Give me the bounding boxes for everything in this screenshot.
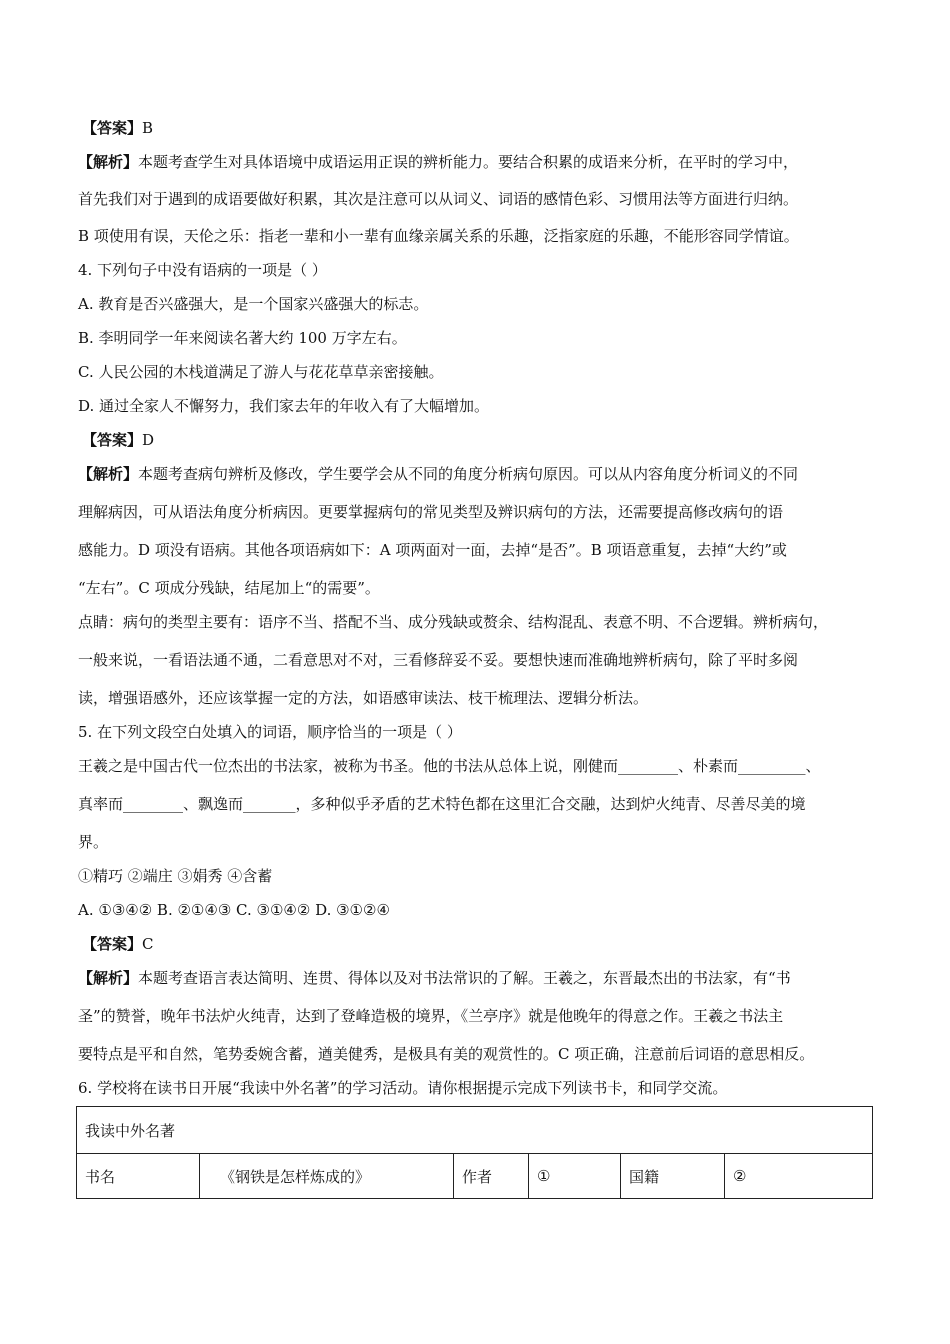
book-title-cell: 《钢铁是怎样炼成的》 <box>200 1154 454 1199</box>
q4-tip-line: 一般来说，一看语法通不通，二看意思对不对，三看修辞妥不妥。要想快速而准确地辨析病句，除了平时多阅 <box>78 651 799 669</box>
q5-passage-line: 界。 <box>78 833 109 851</box>
q5-passage-line: 王羲之是中国古代一位杰出的书法家，被称为书圣。他的书法从总体上说，刚健而________、朴素而_________、 <box>78 757 821 775</box>
q5-analysis-line: 要特点是平和自然，笔势委婉含蓄，遒美健秀，是极具有美的观赏性的。C 项正确，注意前后词语的意思相反。 <box>78 1045 815 1063</box>
q4-analysis-line: 感能力。D 项没有语病。其他各项语病如下：A 项两面对一面，去掉“是否”。B 项语意重复，去掉“大约”或 <box>78 541 787 559</box>
q4-analysis-line: 理解病因，可从语法角度分析病因。更要掌握病句的常见类型及辨识病句的方法，还需要提高修改病句的语 <box>78 503 784 521</box>
q5-choices: ①精巧 ②端庄 ③娟秀 ④含蓄 <box>78 867 273 885</box>
q4-option-c: C. 人民公园的木栈道满足了游人与花花草草亲密接触。 <box>78 363 444 381</box>
nationality-blank-cell[interactable]: ② <box>725 1154 873 1199</box>
book-label-cell: 书名 <box>77 1154 200 1199</box>
q5-analysis-line: 圣”的赞誉，晚年书法炉火纯青，达到了登峰造极的境界，《兰亭序》就是他晚年的得意之作。王羲之书法主 <box>78 1007 784 1025</box>
q4-question: 4. 下列句子中没有语病的一项是（ ） <box>78 261 327 279</box>
q4-tip-line: 点睛：病句的类型主要有：语序不当、搭配不当、成分残缺或赘余、结构混乱、表意不明、不合逻辑。辨析病句， <box>78 613 829 631</box>
q5-answer: 【答案】C <box>82 935 154 953</box>
q4-option-d: D. 通过全家人不懈努力，我们家去年的年收入有了大幅增加。 <box>78 397 490 415</box>
q3-analysis-line: 【解析】本题考查学生对具体语境中成语运用正误的辨析能力。要结合积累的成语来分析，在平时的学习中， <box>78 153 799 171</box>
reading-card-header: 我读中外名著 <box>77 1107 873 1154</box>
q4-option-b: B. 李明同学一年来阅读名著大约 100 万字左右。 <box>78 329 407 347</box>
reading-card-table <box>76 1106 873 1199</box>
q4-analysis-line: “左右”。C 项成分残缺，结尾加上“的需要”。 <box>78 579 380 597</box>
q5-options: A. ①③④② B. ②①④③ C. ③①④② D. ③①②④ <box>78 901 390 919</box>
q4-analysis-line: 【解析】本题考查病句辨析及修改，学生要学会从不同的角度分析病句原因。可以从内容角度分析词义的不同 <box>78 465 799 483</box>
q4-option-a: A. 教育是否兴盛强大，是一个国家兴盛强大的标志。 <box>78 295 429 313</box>
q4-answer: 【答案】D <box>82 431 155 449</box>
q5-analysis-line: 【解析】本题考查语言表达简明、连贯、得体以及对书法常识的了解。王羲之，东晋最杰出的书法家，有“书 <box>78 969 791 987</box>
author-label-cell: 作者 <box>454 1154 529 1199</box>
q4-tip-line: 读，增强语感外，还应该掌握一定的方法，如语感审读法、枝干梳理法、逻辑分析法。 <box>78 689 649 707</box>
q5-question: 5. 在下列文段空白处填入的词语，顺序恰当的一项是（ ） <box>78 723 462 741</box>
nationality-label-cell: 国籍 <box>621 1154 725 1199</box>
q3-answer: 【答案】B <box>82 119 154 137</box>
q3-analysis-line: B 项使用有误，天伦之乐：指老一辈和小一辈有血缘亲属关系的乐趣，泛指家庭的乐趣，不能形容同学情谊。 <box>78 227 799 245</box>
q3-analysis-line: 首先我们对于遇到的成语要做好积累，其次是注意可以从词义、词语的感情色彩、习惯用法等方面进行归纳。 <box>78 190 799 208</box>
author-blank-cell[interactable]: ① <box>529 1154 621 1199</box>
q6-question: 6. 学校将在读书日开展“我读中外名著”的学习活动。请你根据提示完成下列读书卡，和同学交流。 <box>78 1079 728 1097</box>
q5-passage-line: 真率而________、飘逸而_______，多种似乎矛盾的艺术特色都在这里汇合交融，达到炉火纯青、尽善尽美的境 <box>78 795 806 813</box>
